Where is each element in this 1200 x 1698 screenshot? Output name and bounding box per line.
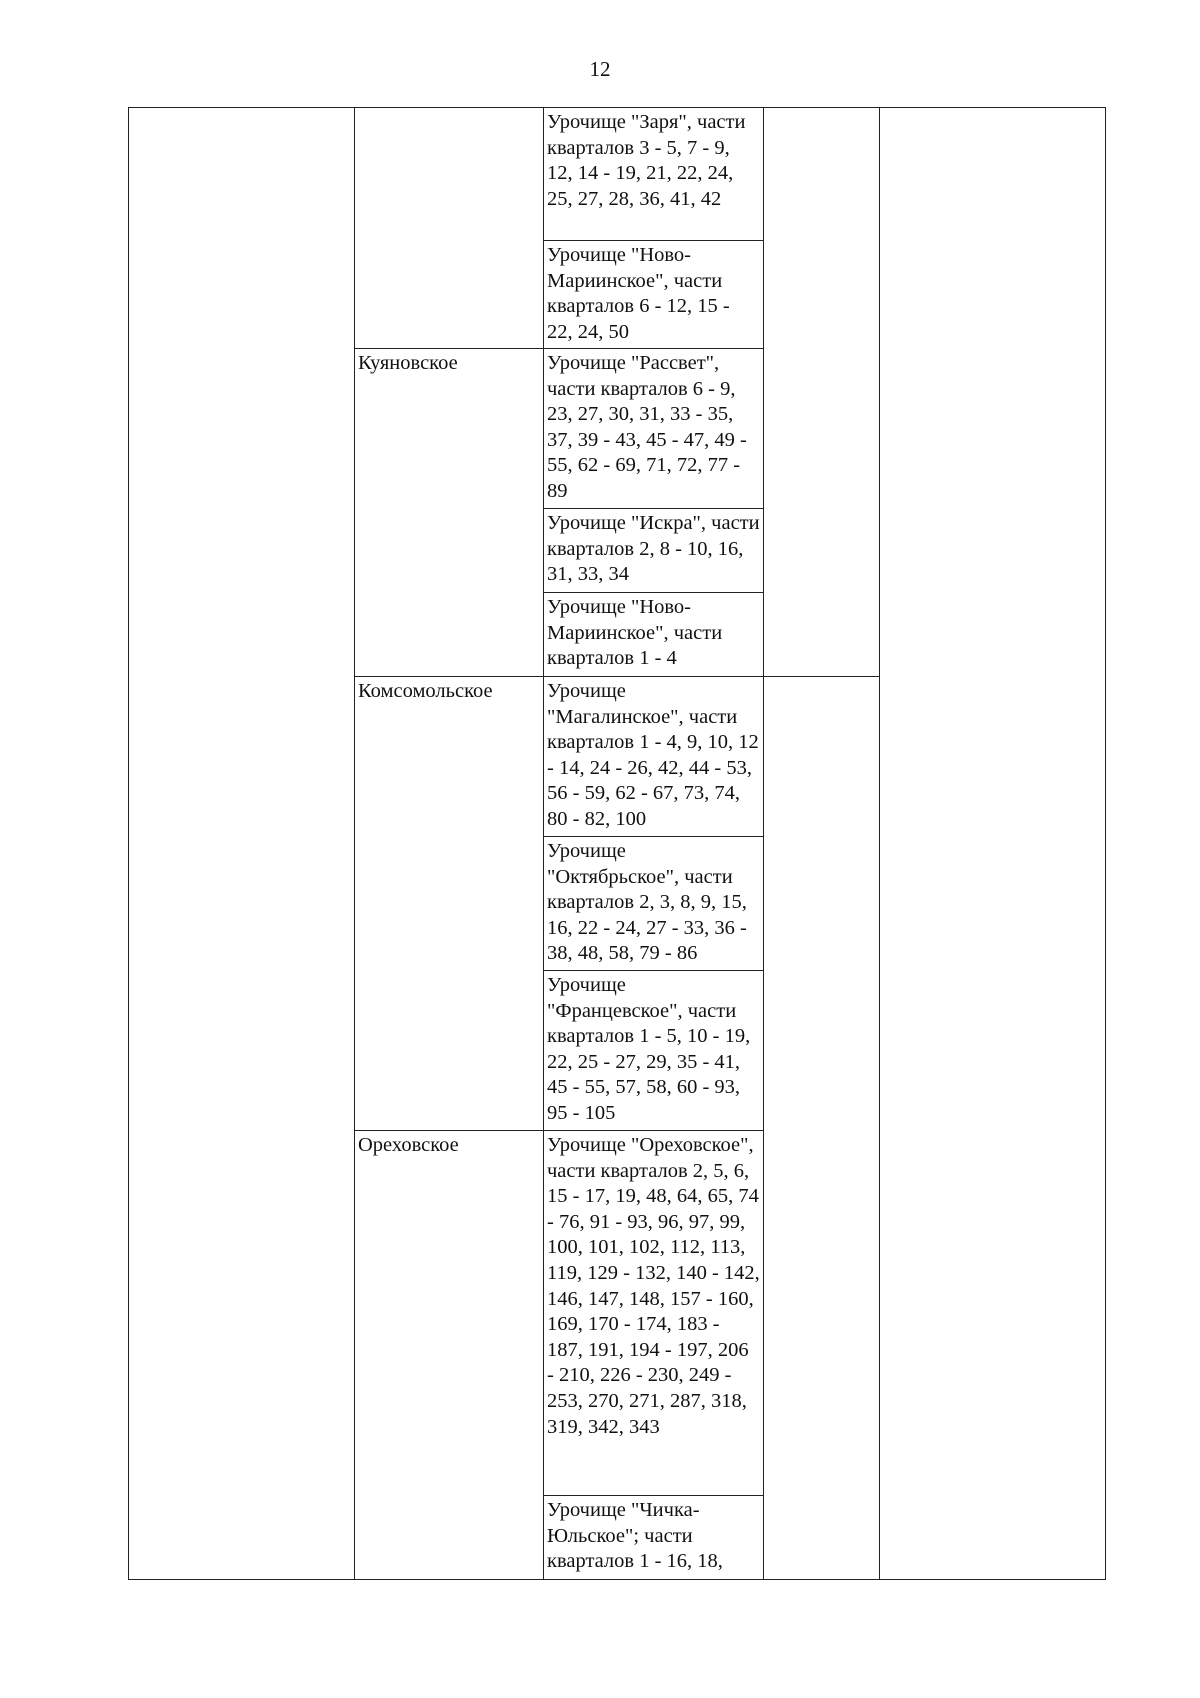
settlement-cell [355,349,544,677]
district-cell [129,108,355,1580]
notes-cell [880,108,1106,1580]
tract-text: Урочище "Чичка-Юльское"; части кварталов 1 - 16, 18, [547,1499,723,1573]
tract-cell [544,108,764,241]
tract-cell [544,349,764,509]
tract-cell [544,509,764,593]
tract-text: Урочище "Октябрьское", части кварталов 2, 3, 8, 9, 15, 16, 22 - 24, 27 - 33, 36 - 38, 48, 58, 79 - 86 [547,840,747,965]
tract-text: Урочище "Ново-Мариинское", части кварталов 6 - 12, 15 - 22, 24, 50 [547,244,730,343]
settlement-name: Куяновское [358,352,458,374]
tract-cell [544,971,764,1131]
tract-text: Урочище "Искра", части кварталов 2, 8 - 10, 16, 31, 33, 34 [547,512,760,586]
area-cell [764,677,880,1580]
tract-text: Урочище "Ново-Мариинское", части кварталов 1 - 4 [547,596,723,670]
tract-cell [544,593,764,677]
tract-text: Урочище "Магалинское", части кварталов 1 - 4, 9, 10, 12 - 14, 24 - 26, 42, 44 - 53, 56 - 59, 62 - 67, 73, 74, 80 - 82, 100 [547,680,759,830]
settlement-name: Ореховское [358,1134,459,1156]
settlement-cell [355,108,544,349]
tract-cell [544,677,764,837]
land-table [128,107,1106,1580]
tract-text: Урочище "Ореховское", части кварталов 2, 5, 6, 15 - 17, 19, 48, 64, 65, 74 - 76, 91 - 93, 96, 97, 99, 100, 101, 102, 112, 113, 119, 129 - 132, 140 - 142, 146, 147, 148, 157 - 160, 169, 170 - 174, 183 - 187, 191, 194 - 197, 206 - 210, 226 - 230, 249 - 253, 270, 271, 287, 318, 319, 342, 343 [547,1134,760,1438]
area-cell [764,108,880,677]
tract-text: Урочище "Францевское", части кварталов 1 - 5, 10 - 19, 22, 25 - 27, 29, 35 - 41, 45 - 55, 57, 58, 60 - 93, 95 - 105 [547,974,751,1124]
tract-cell [544,1496,764,1580]
page-number: 12 [589,57,611,81]
settlement-cell [355,1131,544,1580]
tract-cell [544,837,764,971]
settlement-cell [355,677,544,1131]
tract-cell [544,1131,764,1496]
tract-text: Урочище "Рассвет", части кварталов 6 - 9, 23, 27, 30, 31, 33 - 35, 37, 39 - 43, 45 - 47, 49 - 55, 62 - 69, 71, 72, 77 - 89 [547,352,747,502]
tract-text: Урочище "Заря", части кварталов 3 - 5, 7 - 9, 12, 14 - 19, 21, 22, 24, 25, 27, 28, 36, 41, 42 [547,111,746,210]
settlement-name: Комсомольское [358,680,493,702]
tract-cell [544,241,764,349]
table-row [129,108,1106,241]
